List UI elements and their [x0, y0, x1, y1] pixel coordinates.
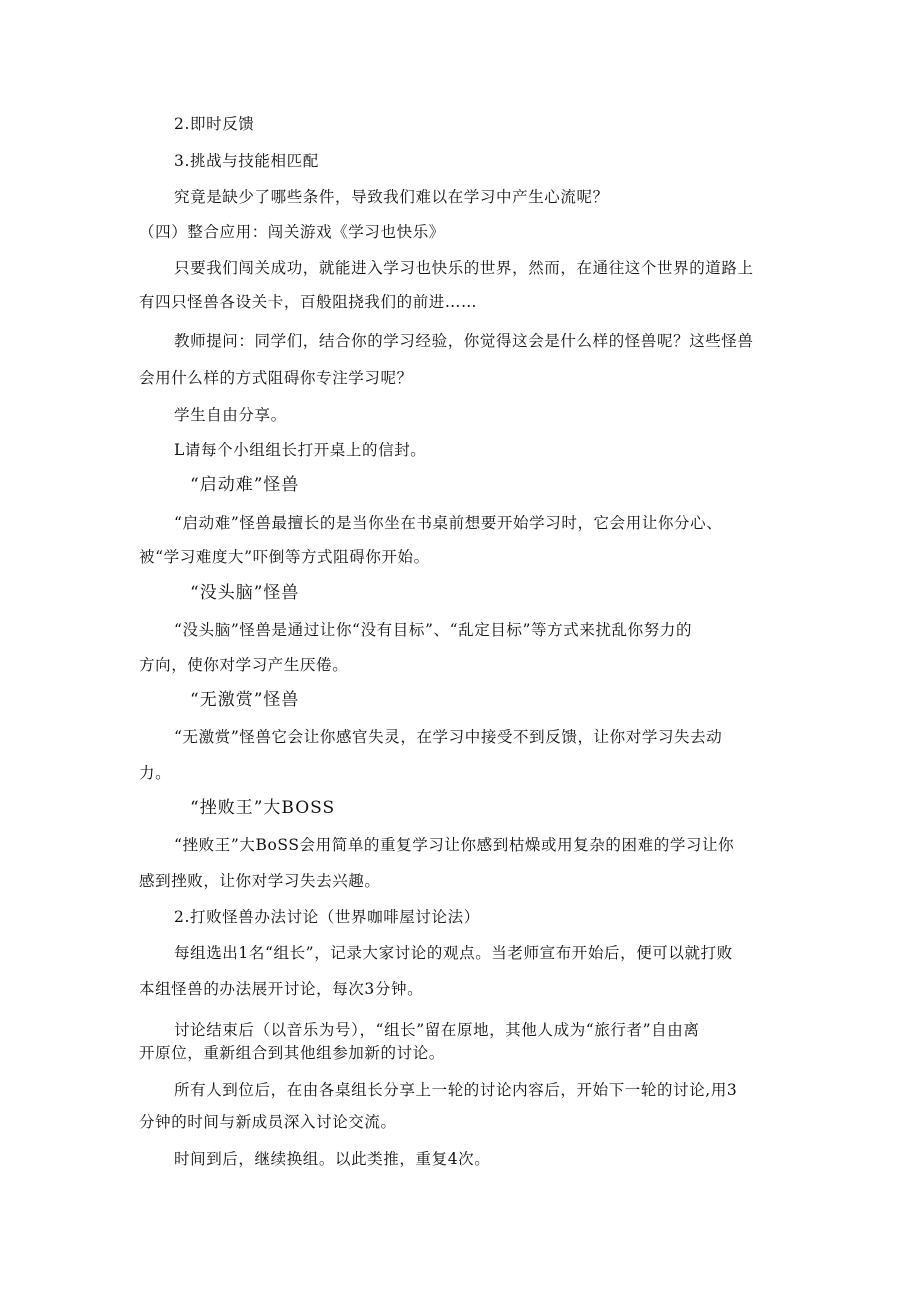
discussion-p3-line-2: 分钟的时间与新成员深入讨论交流。: [139, 1113, 397, 1131]
discussion-p1-line-2: 本组怪兽的办法展开讨论，每次3分钟。: [139, 980, 424, 998]
item-immediate-feedback: 2.即时反馈: [174, 115, 255, 133]
monster-desc-frustration-boss-1: “挫败王”大BoSS会用简单的重复学习让你感到枯燥或用复杂的困难的学习让你: [174, 836, 735, 854]
monster-desc-no-reward-1: “无激赏”怪兽它会让你感官失灵，在学习中接受不到反馈，让你对学习失去动: [174, 728, 723, 746]
section-heading-integrated-application: （四）整合应用：闯关游戏《学习也快乐》: [139, 223, 445, 241]
intro-line-2: 有四只怪兽各设关卡，百般阻挠我们的前进……: [139, 293, 478, 311]
student-share: 学生自由分享。: [174, 406, 287, 424]
monster-title-start-hard: “启动难”怪兽: [190, 475, 300, 495]
discussion-p2-line-2: 开原位，重新组合到其他组参加新的讨论。: [139, 1044, 445, 1062]
monster-desc-start-hard-2: 被“学习难度大”吓倒等方式阻碍你开始。: [139, 548, 430, 566]
discussion-p1-line-1: 每组选出1名“组长”，记录大家讨论的观点。当老师宣布开始后，便可以就打败: [174, 944, 733, 962]
monster-desc-no-brain-2: 方向，使你对学习产生厌倦。: [139, 656, 349, 674]
monster-desc-frustration-boss-2: 感到挫败，让你对学习失去兴趣。: [139, 872, 381, 890]
discussion-p4: 时间到后，继续换组。以此类推，重复4次。: [174, 1150, 491, 1168]
item-challenge-skill-match: 3.挑战与技能相匹配: [174, 152, 319, 170]
discussion-p2-line-1: 讨论结束后（以音乐为号），“组长”留在原地，其他人成为“旅行者”自由离: [174, 1021, 700, 1039]
monster-title-no-reward: “无激赏”怪兽: [190, 690, 300, 710]
discussion-heading: 2.打败怪兽办法讨论（世界咖啡屋讨论法）: [174, 908, 480, 926]
monster-desc-no-reward-2: 力。: [139, 764, 172, 782]
step-open-envelope: L请每个小组组长打开桌上的信封。: [174, 441, 427, 459]
monster-title-no-brain: “没头脑”怪兽: [190, 583, 300, 603]
teacher-question-line-2: 会用什么样的方式阻碍你专注学习呢？: [139, 369, 413, 387]
question-missing-conditions: 究竟是缺少了哪些条件，导致我们难以在学习中产生心流呢？: [174, 188, 609, 206]
monster-desc-start-hard-1: “启动难”怪兽最擅长的是当你坐在书桌前想要开始学习时，它会用让你分心、: [174, 514, 723, 532]
monster-desc-no-brain-1: “没头脑”怪兽是通过让你“没有目标”、“乱定目标”等方式来扰乱你努力的: [174, 621, 693, 639]
monster-title-frustration-boss: “挫败王”大BOSS: [190, 798, 336, 818]
teacher-question-line-1: 教师提问：同学们，结合你的学习经验，你觉得这会是什么样的怪兽呢？这些怪兽: [174, 332, 754, 350]
intro-line-1: 只要我们闯关成功，就能进入学习也快乐的世界，然而，在通往这个世界的道路上: [174, 259, 754, 277]
discussion-p3-line-1: 所有人到位后，在由各桌组长分享上一轮的讨论内容后，开始下一轮的讨论,用3: [174, 1081, 738, 1099]
